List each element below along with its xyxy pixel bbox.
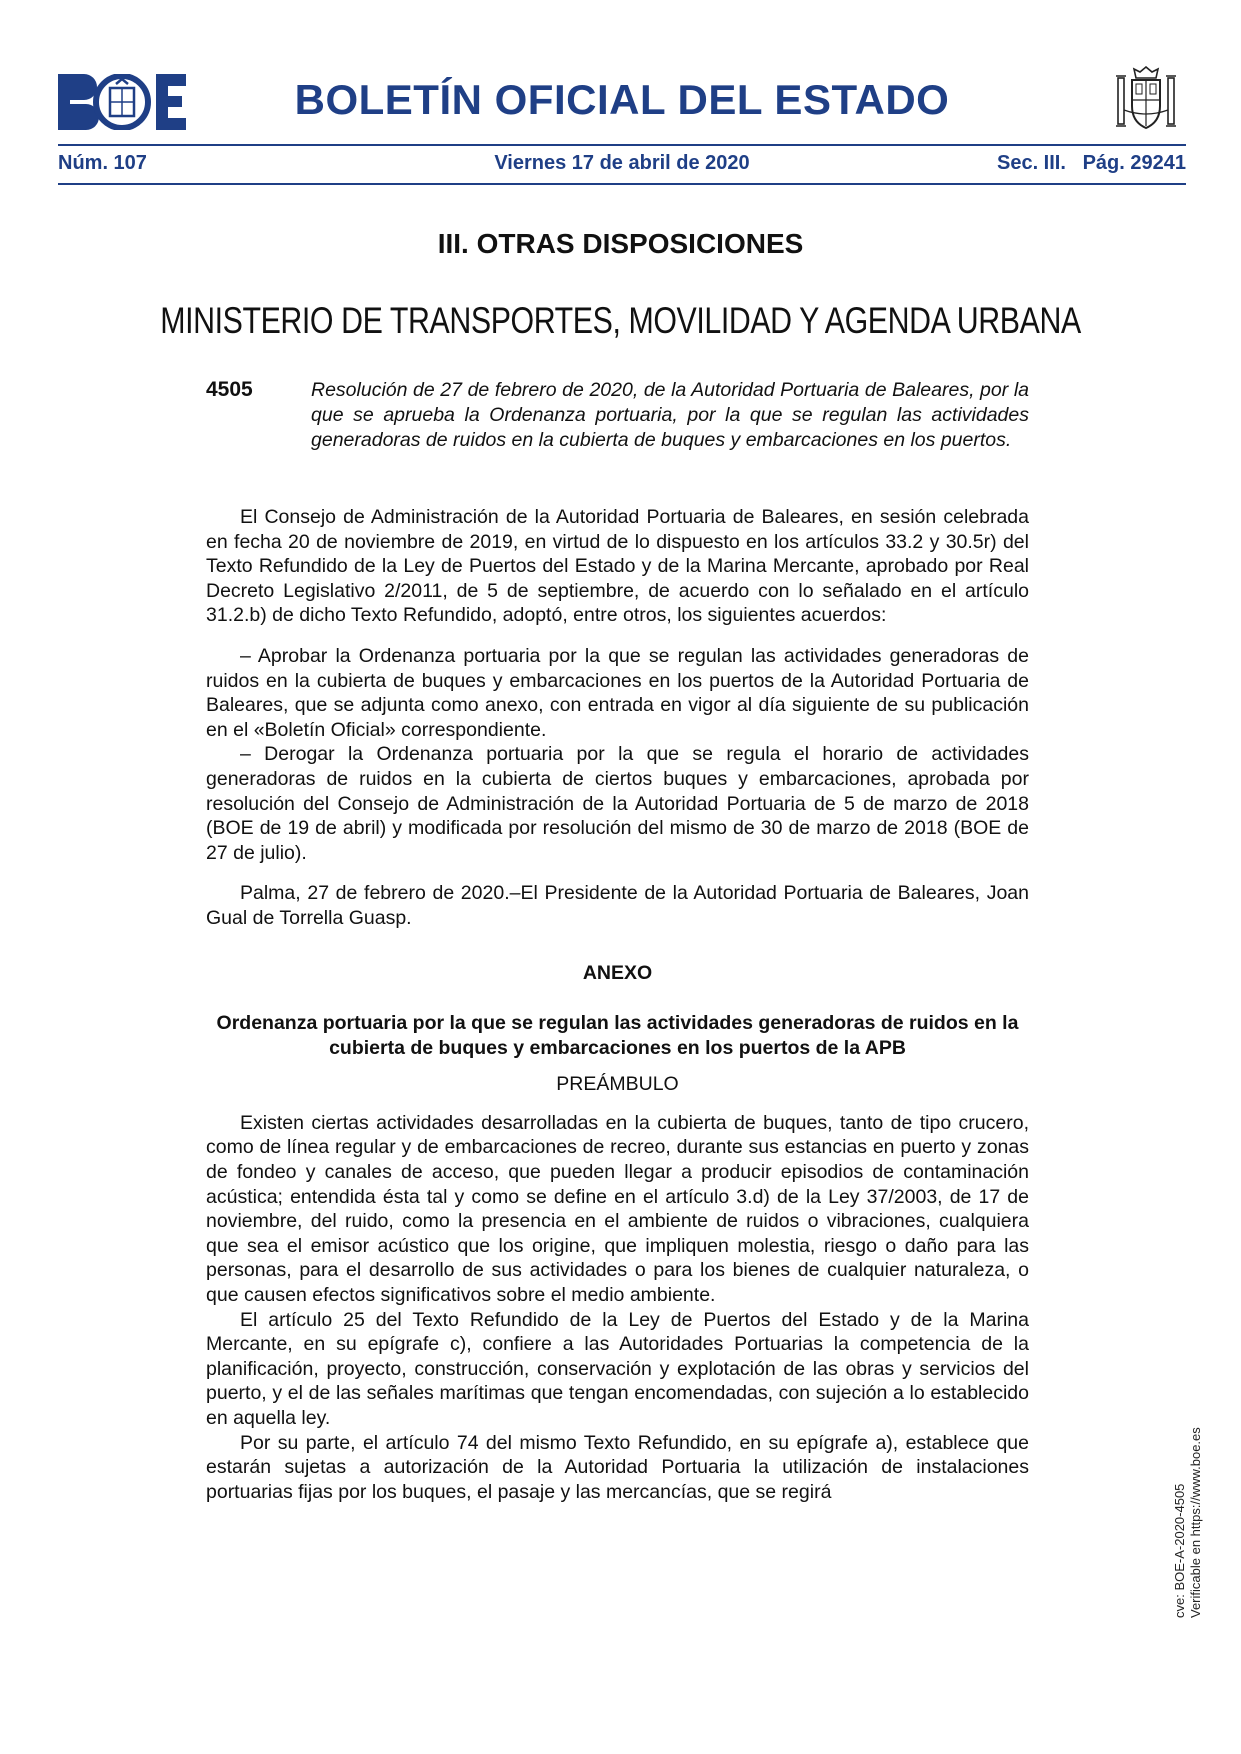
coat-of-arms-icon — [1114, 66, 1178, 136]
preamble-paragraph: Existen ciertas actividades desarrolladas en la cubierta de buques, tanto de tipo crucero, como de línea regular y de embarcaciones de recreo, durante sus estancias en puerto y zonas de fondeo y canales de acceso, que pueden llegar a producir episodios de contaminación acústica; entendida ésta tal y como se define en el artículo 3.d) de la Ley 37/2003, de 17 de noviembre, del ruido, como la presencia en el ambiente de ruidos o vibraciones, cualquiera que sea el emisor acústico que los origine, que impliquen molestia, riesgo o daño para las personas, para el desarrollo de sus actividades o para los bienes de cualquier naturaleza, o que causen efectos significativos sobre el medio ambiente. — [206, 1111, 1029, 1307]
section-title: III. OTRAS DISPOSICIONES — [437, 228, 804, 259]
signature-paragraph: Palma, 27 de febrero de 2020.–El Presidente de la Autoridad Portuaria de Baleares, Joan Gual de Torrella Guasp. — [206, 882, 1029, 929]
cve-code: cve: BOE-A-2020-4505 — [1172, 1483, 1187, 1618]
intro-paragraph: El Consejo de Administración de la Autoridad Portuaria de Baleares, en sesión celebrada en fecha 20 de noviembre de 2019, en virtud de lo dispuesto en los artículos 33.2 y 30.5r) del Texto Refundido de la Ley de Puertos del Estado y de la Marina Mercante, aprobado por Real Decreto Legislativo 2/2011, de 5 de septiembre, de acuerdo con lo señalado en el artículo 31.2.b) de dicho Texto Refundido, adoptó, entre otros, los siguientes acuerdos: — [206, 506, 1029, 627]
ministry-title: MINISTERIO DE TRANSPORTES, MOVILIDAD Y AGENDA URBANA — [160, 300, 1081, 341]
document-body — [206, 505, 1029, 1504]
disposition-title: Resolución de 27 de febrero de 2020, de la Autoridad Portuaria de Baleares, por la que se aprueba la Ordenanza portuaria, por la que se regulan las actividades generadoras de ruidos en la cubierta de buques y embarcaciones en los puertos. — [311, 379, 1029, 451]
preamble-paragraph: El artículo 25 del Texto Refundido de la Ley de Puertos del Estado y de la Marina Mercante, en su epígrafe c), confiere a las Autoridades Portuarias la competencia de la planificación, proyecto, construcción, conservación y explotación de las obras y servicios del puerto, y el de las señales marítimas que tengan encomendadas, con sujeción a lo establecido en aquella ley. — [206, 1308, 1029, 1429]
issue-info-bar — [58, 152, 1186, 178]
annex-heading: ANEXO — [582, 961, 653, 984]
agreement-item: – Aprobar la Ordenanza portuaria por la que se regulan las actividades generadoras de ruidos en la cubierta de buques y embarcaciones en los puertos de la Autoridad Portuaria de Baleares, que se adjunta como anexo, con entrada en vigor al día siguiente de su publicación en el «Boletín Oficial» correspondiente. — [206, 644, 1029, 741]
issue-date: Viernes 17 de abril de 2020 — [494, 152, 750, 174]
verification-link: Verificable en https://www.boe.es — [1188, 1427, 1203, 1618]
agreement-item: – Derogar la Ordenanza portuaria por la que se regula el horario de actividades generadoras de ruidos en la cubierta de ciertos buques y embarcaciones, aprobada por resolución del Consejo de Administración de la Autoridad Portuaria de 5 de marzo de 2018 (BOE de 19 de abril) y modificada por resolución del mismo de 30 de marzo de 2018 (BOE de 27 de julio). — [206, 743, 1029, 864]
annex-title: Ordenanza portuaria por la que se regulan las actividades generadoras de ruidos en la cubierta de buques y embarcaciones en los puertos de la APB — [216, 1012, 1019, 1059]
masthead-title: BOLETÍN OFICIAL DEL ESTADO — [294, 76, 950, 123]
section-page: Sec. III. Pág. 29241 — [996, 152, 1186, 174]
preamble-heading: PREÁMBULO — [556, 1073, 679, 1096]
preamble-paragraph: Por su parte, el artículo 74 del mismo Texto Refundido, en su epígrafe a), establece que estarán sujetas a autorización de la Autoridad Portuaria la utilización de instalaciones portuarias fijas por los buques, el pasaje y las mercancías, que se regirá — [206, 1431, 1029, 1503]
header-rule-bottom — [58, 183, 1186, 185]
header-rule-top — [58, 144, 1186, 146]
page-header — [58, 66, 1186, 136]
disposition-number: 4505 — [206, 378, 253, 401]
issue-number: Núm. 107 — [58, 152, 147, 174]
verification-note — [1172, 1427, 1204, 1618]
